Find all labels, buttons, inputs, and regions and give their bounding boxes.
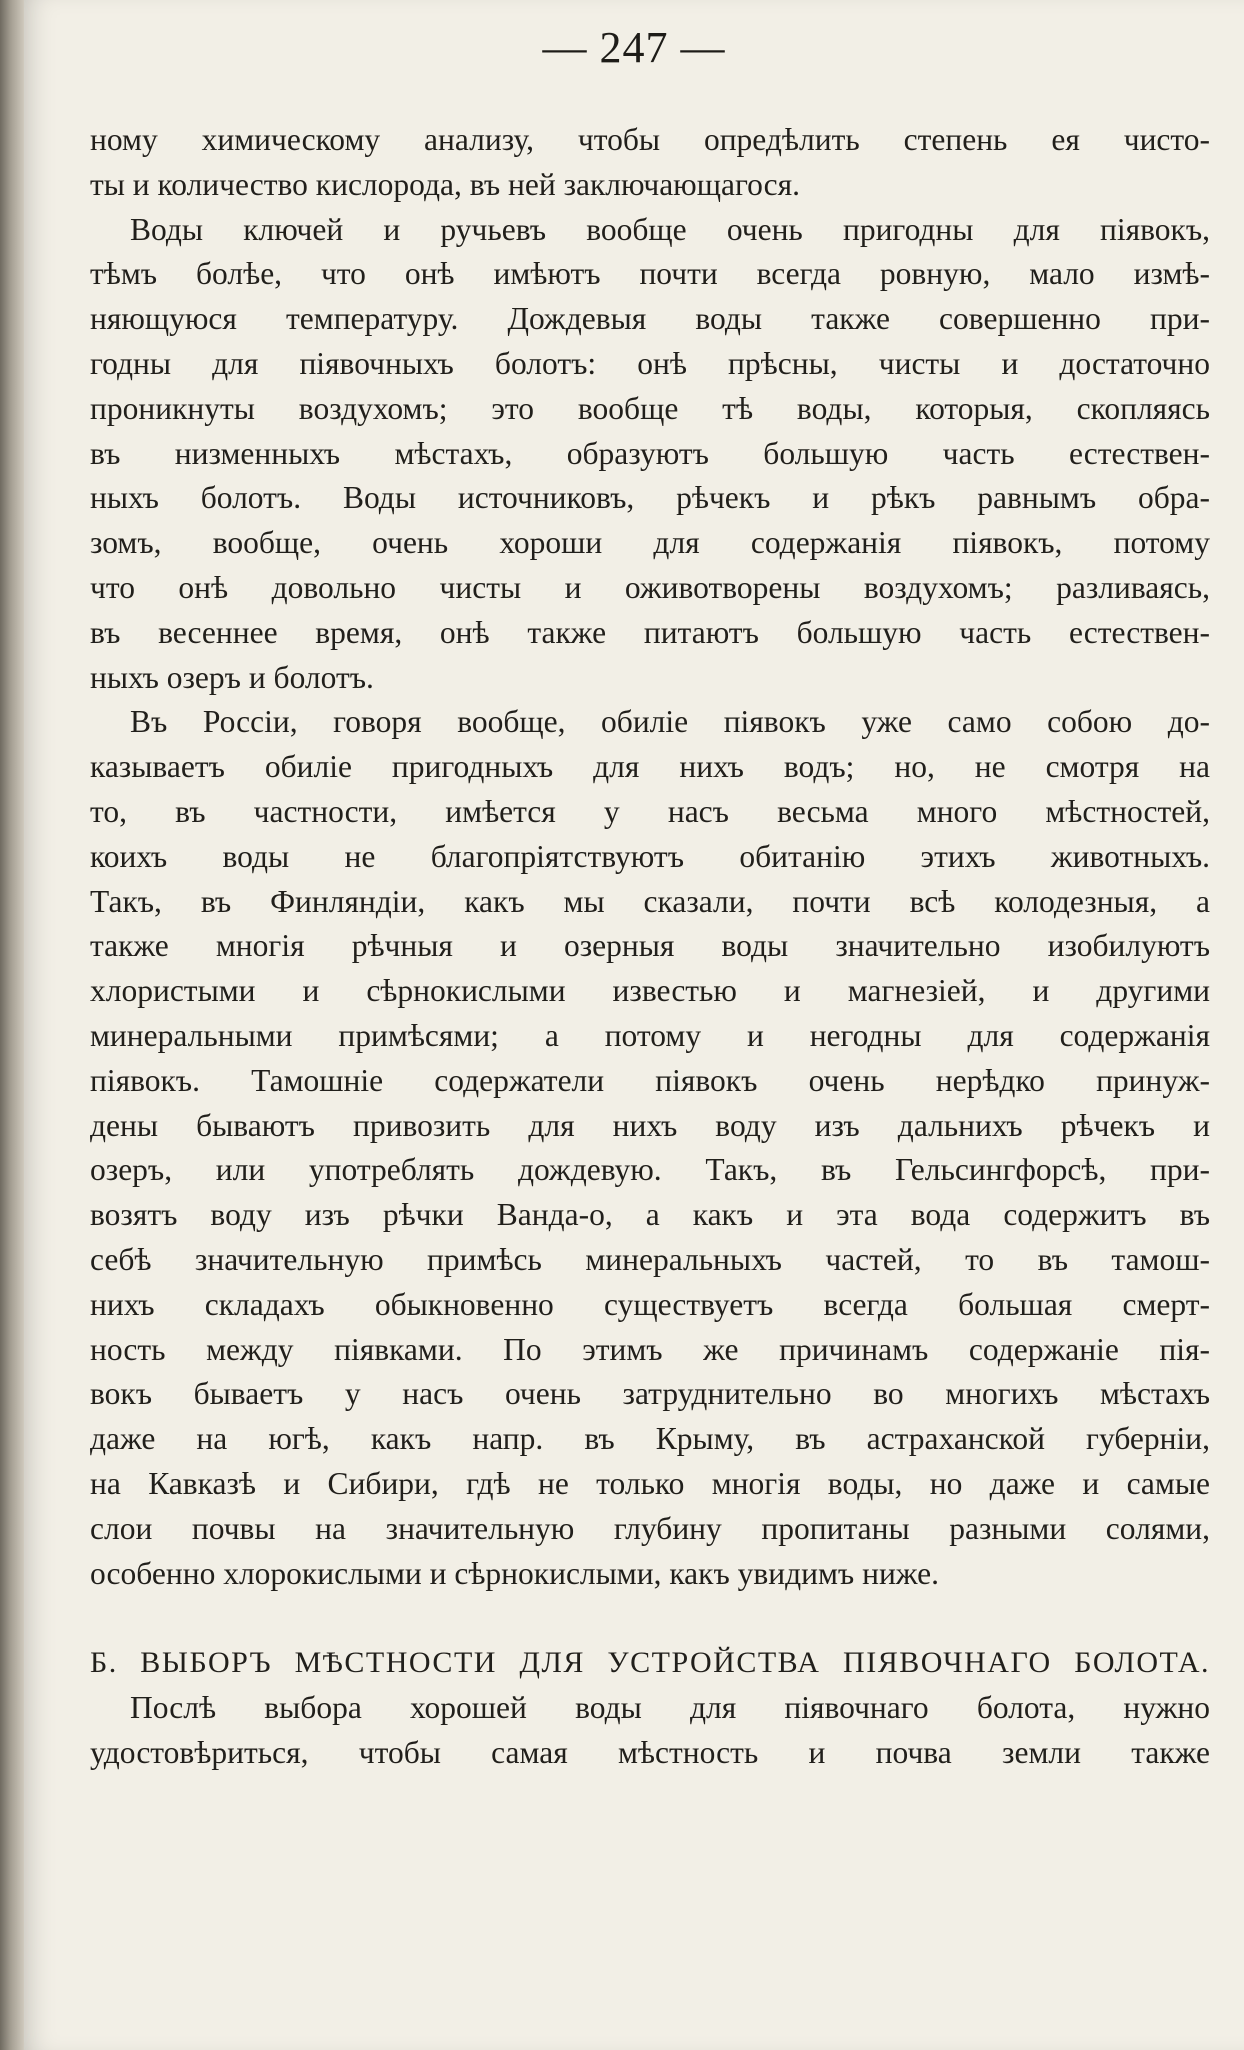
text-line: піявокъ. Тамошніе содержатели піявокъ очень нерѣдко принуж-: [90, 1062, 1210, 1098]
text-line: себѣ значительную примѣсь минеральныхъ частей, то въ тамош-: [90, 1241, 1210, 1277]
text-line: проникнуты воздухомъ; это вообще тѣ воды, которыя, скопляясь: [90, 390, 1210, 426]
text-line: ты и количество кислорода, въ ней заключающагося.: [90, 166, 800, 202]
text-line: Такъ, въ Финляндіи, какъ мы сказали, почти всѣ колодезныя, а: [90, 883, 1210, 919]
text-line: коихъ воды не благопріятствуютъ обитанію этихъ животныхъ.: [90, 838, 1210, 874]
text-line: няющуюся температуру. Дождевыя воды также совершенно при-: [90, 301, 1210, 337]
text-line: озеръ, или употреблять дождевую. Такъ, въ Гельсингфорсѣ, при-: [90, 1152, 1210, 1188]
text-line: минеральными примѣсями; а потому и негодны для содержанія: [90, 1017, 1210, 1053]
text-line: ныхъ озеръ и болотъ.: [90, 659, 374, 695]
section-gap: [90, 1596, 1210, 1641]
text-line: годны для піявочныхъ болотъ: онѣ прѣсны, чисты и достаточно: [90, 345, 1210, 381]
text-line: также многія рѣчныя и озерныя воды значительно изобилуютъ: [90, 928, 1210, 964]
text-line: тѣмъ болѣе, что онѣ имѣютъ почти всегда ровную, мало измѣ-: [90, 256, 1210, 292]
text-line: ность между піявками. По этимъ же причинамъ содержаніе пія-: [90, 1331, 1210, 1367]
text-line: дены бываютъ привозить для нихъ воду изъ дальнихъ рѣчекъ и: [90, 1107, 1210, 1143]
text-line: въ весеннее время, онѣ также питаютъ большую часть естествен-: [90, 614, 1210, 650]
text-line: возятъ воду изъ рѣчки Ванда-о, а какъ и эта вода содержитъ въ: [90, 1197, 1210, 1233]
text-line: особенно хлорокислыми и сѣрнокислыми, какъ увидимъ ниже.: [90, 1555, 940, 1591]
paragraph-start-line: Въ Россіи, говоря вообще, обиліе піявокъ уже само собою до-: [130, 704, 1210, 740]
text-line: зомъ, вообще, очень хороши для содержанія піявокъ, потому: [90, 525, 1210, 561]
paragraph-start-line: Послѣ выбора хорошей воды для піявочнаго болота, нужно: [130, 1689, 1210, 1725]
text-line: даже на югѣ, какъ напр. въ Крыму, въ астраханской губерніи,: [90, 1421, 1210, 1457]
book-page: [24, 0, 1244, 2050]
text-line: ныхъ болотъ. Воды источниковъ, рѣчекъ и рѣкъ равнымъ обра-: [90, 480, 1210, 516]
text-line: удостовѣриться, чтобы самая мѣстность и почва земли также: [90, 1734, 1210, 1770]
book-spine-shadow: [0, 0, 24, 2050]
text-line: ному химическому анализу, чтобы опредѣлить степень ея чисто-: [90, 122, 1210, 157]
text-line: что онѣ довольно чисты и оживотворены воздухомъ; разливаясь,: [90, 569, 1210, 605]
text-line: въ низменныхъ мѣстахъ, образуютъ большую часть естествен-: [90, 435, 1210, 471]
text-line: то, въ частности, имѣется у насъ весьма много мѣстностей,: [90, 793, 1210, 829]
section-heading: Б. ВЫБОРЪ МѢСТНОСТИ ДЛЯ УСТРОЙСТВА ПІЯВОЧНАГО БОЛОТА.: [90, 1646, 1210, 1680]
page-number: — 247 —: [542, 23, 726, 72]
text-line: нихъ складахъ обыкновенно существуетъ всегда большая смерт-: [90, 1286, 1210, 1322]
page-body: [90, 118, 1210, 1775]
paragraph-start-line: Воды ключей и ручьевъ вообще очень пригодны для піявокъ,: [130, 211, 1210, 247]
text-line: вокъ бываетъ у насъ очень затруднительно во многихъ мѣстахъ: [90, 1376, 1210, 1412]
text-line: хлористыми и сѣрнокислыми известью и магнезіей, и другими: [90, 973, 1210, 1009]
text-line: казываетъ обиліе пригодныхъ для нихъ водъ; но, не смотря на: [90, 749, 1210, 785]
text-line: слои почвы на значительную глубину пропитаны разными солями,: [90, 1510, 1210, 1546]
text-line: на Кавказѣ и Сибири, гдѣ не только многія воды, но даже и самые: [90, 1465, 1210, 1501]
